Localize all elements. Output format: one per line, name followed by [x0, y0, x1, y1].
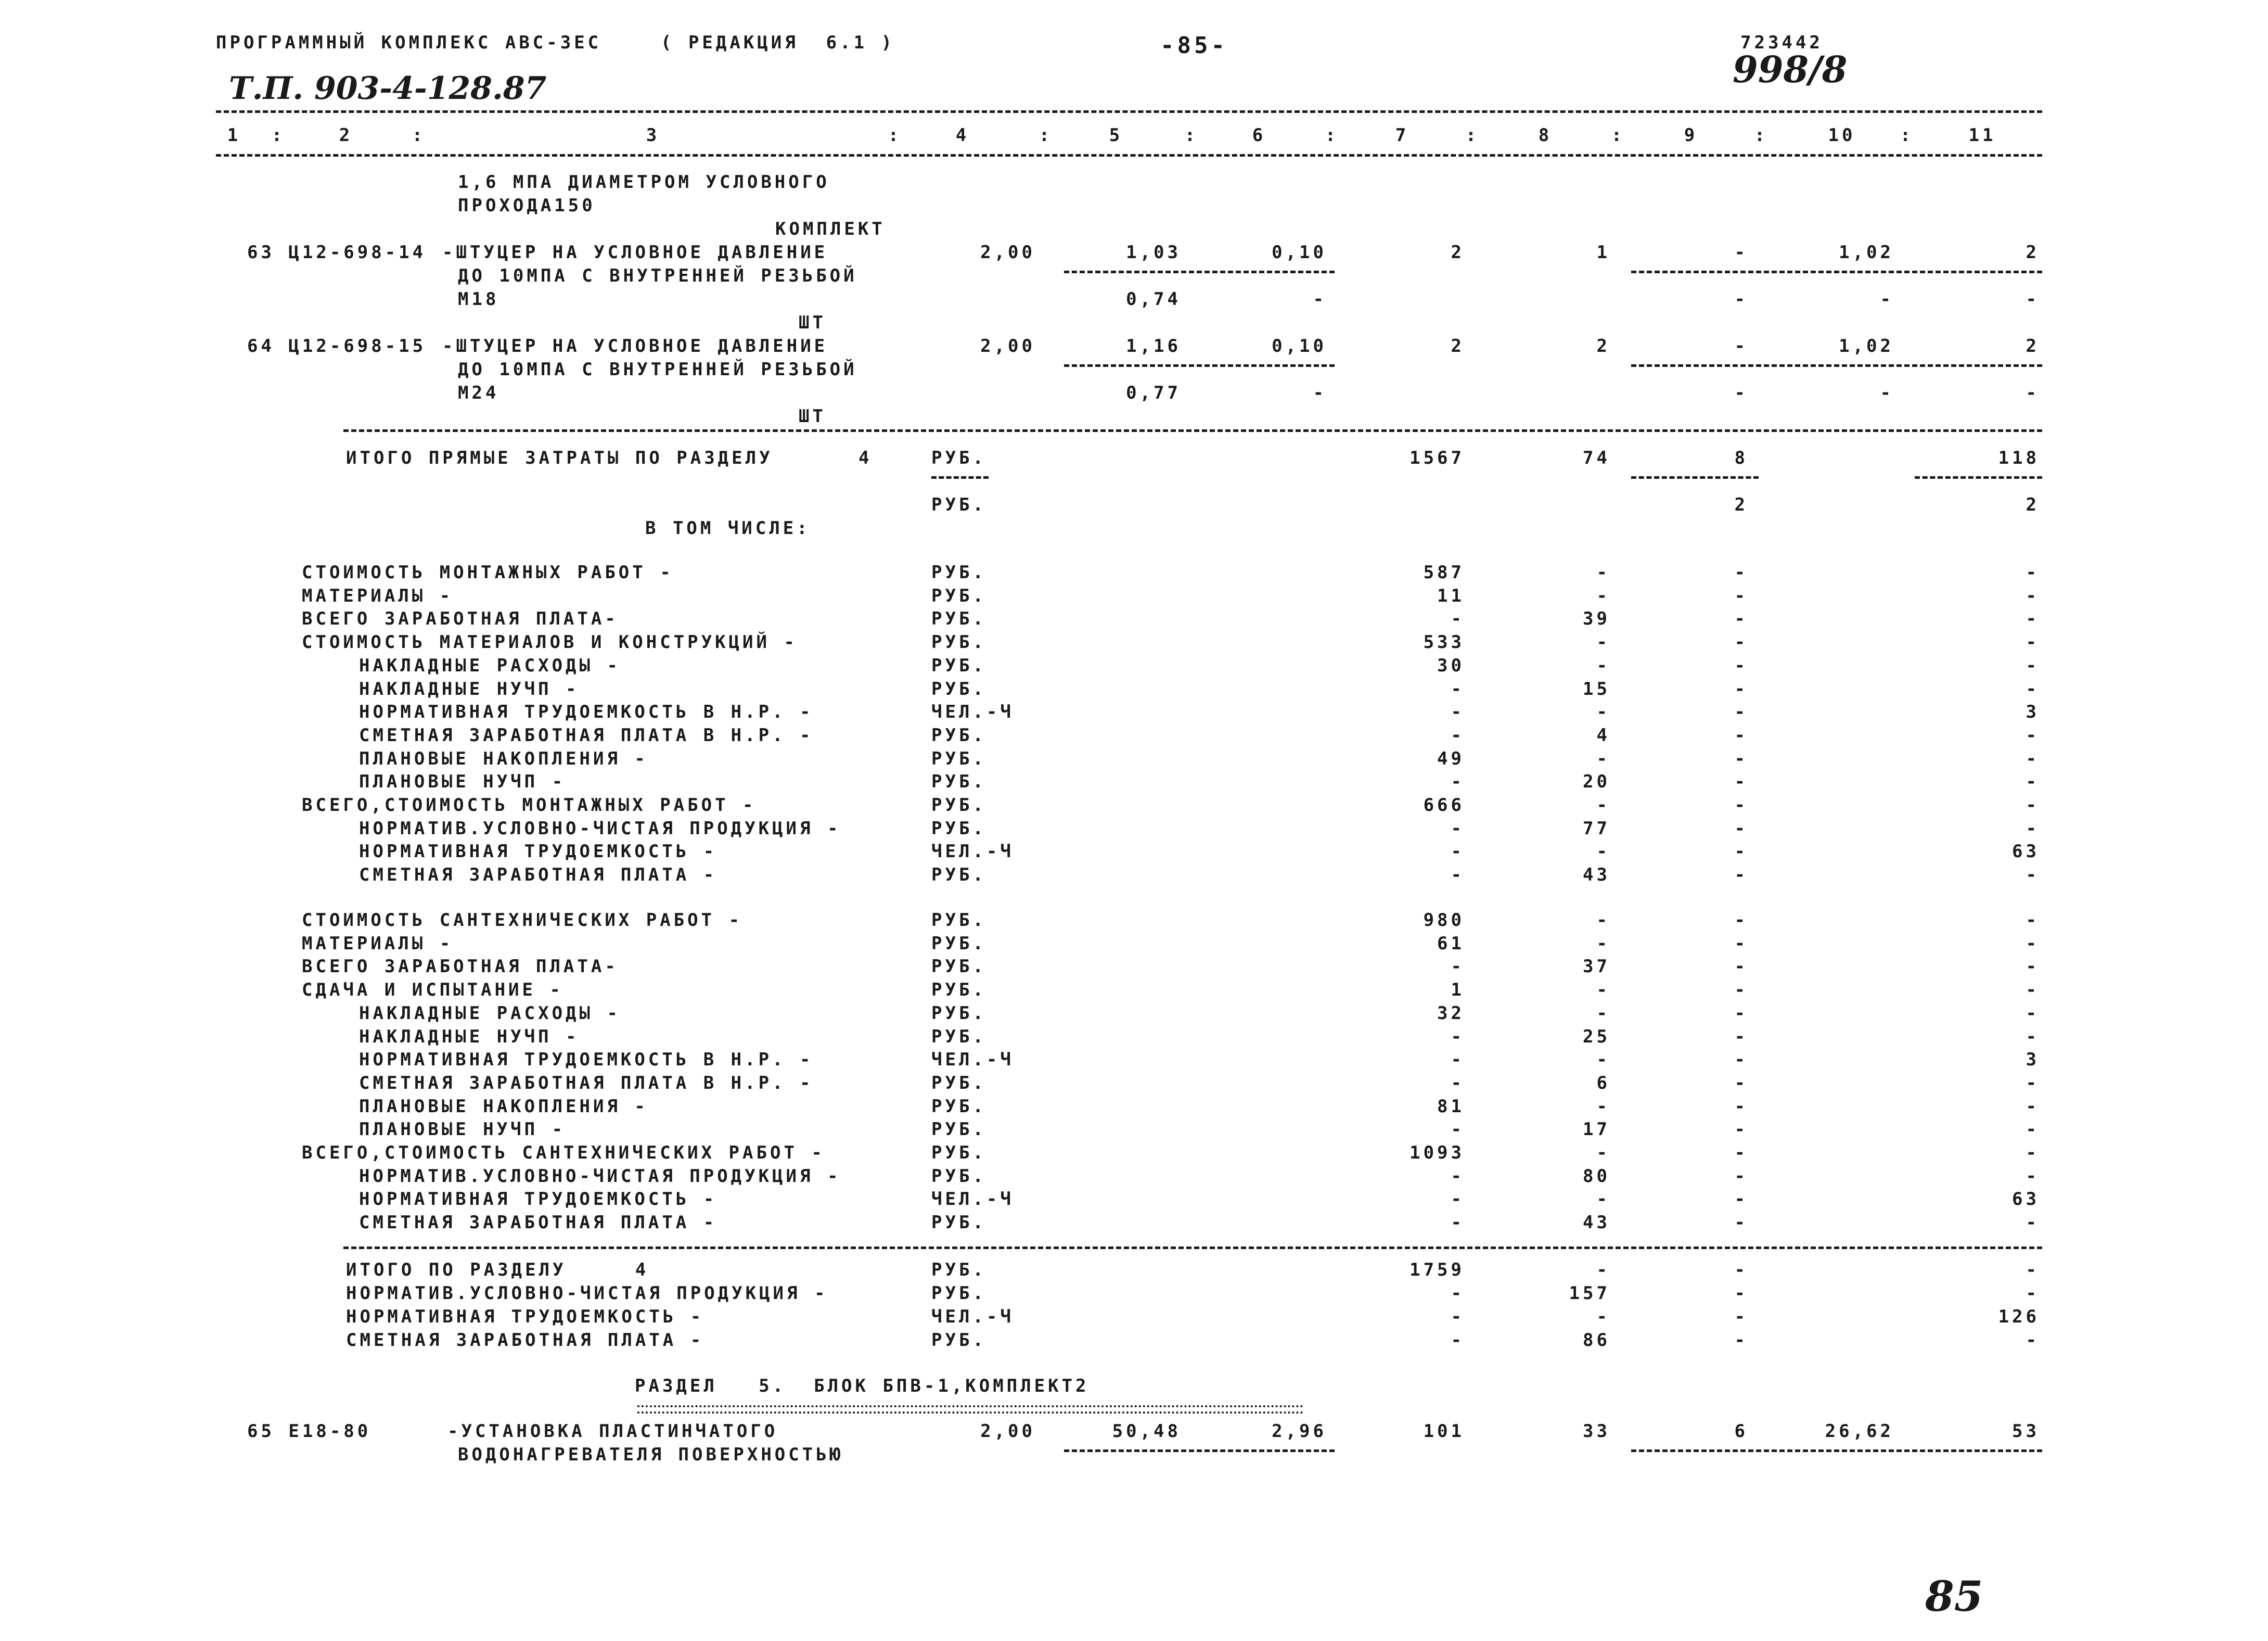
- direct-total-cell-c7: 1567: [1410, 448, 1465, 468]
- column-separator: :: [1754, 125, 1769, 146]
- item-cell-c6b: -: [1313, 289, 1327, 310]
- item-number: 65 Е18-80: [247, 1421, 371, 1442]
- breakdown-unit: РУБ.: [931, 724, 986, 746]
- item-description: М18: [458, 289, 499, 310]
- section-total-cell-c8: 157: [1569, 1283, 1610, 1304]
- item-description: -ШТУЦЕР НА УСЛОВНОЕ ДАВЛЕНИЕ: [442, 242, 828, 263]
- breakdown-unit: РУБ.: [931, 1096, 986, 1117]
- breakdown-cell-c8: -: [1596, 795, 1610, 816]
- breakdown-cell-c8: -: [1596, 655, 1610, 676]
- breakdown-cell-c8: 25: [1583, 1026, 1610, 1047]
- breakdown-label: НОРМАТИВ.УСЛОВНО-ЧИСТАЯ ПРОДУКЦИЯ -: [359, 1165, 841, 1187]
- breakdown-label: МАТЕРИАЛЫ -: [302, 585, 454, 606]
- breakdown-cell-c7: 30: [1437, 655, 1465, 676]
- direct-total-cell-c9: 8: [1734, 448, 1748, 468]
- breakdown-cell-c7: -: [1451, 1165, 1465, 1187]
- including-heading: В ТОМ ЧИСЛЕ:: [645, 518, 811, 539]
- footer-page-number: 85: [1925, 1572, 1983, 1621]
- breakdown-cell-c9: -: [1734, 1212, 1748, 1233]
- breakdown-cell-c7: -: [1451, 956, 1465, 977]
- breakdown-cell-c11: 63: [2012, 1189, 2040, 1210]
- item-cell-c4: 2,00: [980, 336, 1035, 357]
- breakdown-cell-c8: 80: [1583, 1165, 1610, 1187]
- direct-total-cell-c11: 118: [1998, 448, 2040, 468]
- breakdown-cell-c8: 4: [1596, 724, 1610, 746]
- breakdown-cell-c8: -: [1596, 1189, 1610, 1210]
- header-rule-top: [216, 110, 2042, 113]
- breakdown-label: МАТЕРИАЛЫ -: [302, 933, 454, 954]
- header-rule-bottom: [216, 154, 2042, 157]
- breakdown-cell-c9: -: [1734, 1072, 1748, 1093]
- breakdown-cell-c7: -: [1451, 1072, 1465, 1093]
- direct-total-subrule: [1915, 476, 2042, 479]
- breakdown-label: ПЛАНОВЫЕ НАКОПЛЕНИЯ -: [359, 748, 648, 769]
- breakdown-cell-c11: -: [2026, 1002, 2040, 1024]
- breakdown-cell-c9: -: [1734, 1165, 1748, 1187]
- breakdown-cell-c11: -: [2026, 678, 2040, 699]
- column-header-5: 5: [1109, 125, 1123, 146]
- breakdown-label: ПЛАНОВЫЕ НУЧП -: [359, 771, 566, 793]
- item-cell-c7: 101: [1423, 1421, 1465, 1442]
- direct-total-cell-c9b: 2: [1734, 494, 1748, 515]
- breakdown-cell-c9: -: [1734, 1049, 1748, 1071]
- page-mark: -85-: [1160, 32, 1228, 59]
- section-total-cell-c8: -: [1596, 1306, 1610, 1327]
- breakdown-cell-c9: -: [1734, 818, 1748, 839]
- breakdown-cell-c8: -: [1596, 1096, 1610, 1117]
- breakdown-cell-c11: 63: [2012, 841, 2040, 862]
- item-cell-c5b: 0,77: [1126, 383, 1181, 403]
- breakdown-cell-c8: -: [1596, 1142, 1610, 1163]
- breakdown-cell-c8: 37: [1583, 956, 1610, 977]
- breakdown-cell-c8: -: [1596, 562, 1610, 583]
- item-cell-c4: 2,00: [980, 242, 1035, 263]
- breakdown-cell-c11: -: [2026, 818, 2040, 839]
- breakdown-cell-c8: -: [1596, 1049, 1610, 1071]
- breakdown-label: НОРМАТИВНАЯ ТРУДОЕМКОСТЬ В Н.Р. -: [359, 702, 814, 723]
- breakdown-cell-c9: -: [1734, 864, 1748, 886]
- breakdown-cell-c8: 43: [1583, 864, 1610, 886]
- continuation-line2: ПРОХОДА150: [458, 195, 596, 216]
- breakdown-cell-c11: -: [2026, 1165, 2040, 1187]
- breakdown-cell-c9: -: [1734, 1096, 1748, 1117]
- breakdown-label: ПЛАНОВЫЕ НАКОПЛЕНИЯ -: [359, 1096, 648, 1117]
- item-cell-c11b: -: [2026, 383, 2040, 403]
- handwritten-code: 998/8: [1733, 48, 1848, 91]
- section-total-cell-c11: -: [2026, 1260, 2040, 1280]
- breakdown-cell-c7: 980: [1423, 910, 1465, 931]
- column-separator: :: [1465, 125, 1480, 146]
- item-number: 64 Ц12-698-15: [247, 336, 427, 357]
- doc-number: 723442: [1740, 32, 1823, 53]
- breakdown-label: НАКЛАДНЫЕ РАСХОДЫ -: [359, 1002, 621, 1024]
- item-cell-c10b: -: [1880, 383, 1894, 403]
- item-description: ДО 10МПА С ВНУТРЕННЕЙ РЕЗЬБОЙ: [458, 265, 857, 286]
- breakdown-unit: РУБ.: [931, 771, 986, 793]
- breakdown-label: НОРМАТИВНАЯ ТРУДОЕМКОСТЬ -: [359, 1189, 717, 1210]
- item-cell-c5b: 0,74: [1126, 289, 1181, 310]
- breakdown-cell-c7: -: [1451, 841, 1465, 862]
- breakdown-cell-c11: -: [2026, 864, 2040, 886]
- breakdown-label: ВСЕГО ЗАРАБОТНАЯ ПЛАТА-: [302, 608, 619, 630]
- breakdown-unit: РУБ.: [931, 979, 986, 1001]
- item-cell-c8: 33: [1583, 1421, 1610, 1442]
- breakdown-cell-c9: -: [1734, 702, 1748, 723]
- breakdown-unit: РУБ.: [931, 748, 986, 769]
- item-subrule: [1631, 271, 2042, 273]
- direct-total-cell-c11b: 2: [2026, 494, 2040, 515]
- breakdown-label: НОРМАТИВ.УСЛОВНО-ЧИСТАЯ ПРОДУКЦИЯ -: [359, 818, 841, 839]
- unit-subrule: [931, 476, 989, 479]
- breakdown-cell-c11: -: [2026, 655, 2040, 676]
- breakdown-unit: РУБ.: [931, 818, 986, 839]
- breakdown-cell-c7: 533: [1423, 632, 1465, 653]
- breakdown-cell-c8: 20: [1583, 771, 1610, 793]
- breakdown-cell-c11: -: [2026, 608, 2040, 630]
- section-total-cell-c9: -: [1734, 1260, 1748, 1280]
- breakdown-cell-c11: -: [2026, 1142, 2040, 1163]
- breakdown-cell-c8: -: [1596, 1002, 1610, 1024]
- section-total-unit: РУБ.: [931, 1330, 986, 1351]
- breakdown-cell-c11: -: [2026, 1072, 2040, 1093]
- breakdown-cell-c8: 77: [1583, 818, 1610, 839]
- item-cell-c6: 0,10: [1272, 242, 1327, 263]
- section-total-cell-c11: -: [2026, 1330, 2040, 1351]
- breakdown-unit: ЧЕЛ.-Ч: [931, 1049, 1014, 1071]
- direct-total-rule: [343, 429, 2042, 432]
- item-cell-c5: 50,48: [1112, 1421, 1181, 1442]
- column-header-2: 2: [339, 125, 353, 146]
- section-total-cell-c7: 1759: [1410, 1260, 1465, 1280]
- breakdown-unit: РУБ.: [931, 1212, 986, 1233]
- breakdown-cell-c11: -: [2026, 585, 2040, 606]
- section-total-label: НОРМАТИВНАЯ ТРУДОЕМКОСТЬ -: [346, 1306, 704, 1327]
- breakdown-cell-c9: -: [1734, 933, 1748, 954]
- item-cell-c8: 1: [1596, 242, 1610, 263]
- breakdown-cell-c9: -: [1734, 585, 1748, 606]
- breakdown-unit: РУБ.: [931, 608, 986, 630]
- breakdown-cell-c11: -: [2026, 632, 2040, 653]
- breakdown-cell-c7: -: [1451, 1049, 1465, 1071]
- item-cell-c6: 0,10: [1272, 336, 1327, 357]
- breakdown-cell-c8: 43: [1583, 1212, 1610, 1233]
- breakdown-cell-c9: -: [1734, 678, 1748, 699]
- continuation-line1: 1,6 МПА ДИАМЕТРОМ УСЛОВНОГО: [458, 172, 830, 193]
- breakdown-cell-c7: -: [1451, 1189, 1465, 1210]
- breakdown-cell-c9: -: [1734, 1119, 1748, 1140]
- item-cell-c6b: -: [1313, 383, 1327, 403]
- program-name: ПРОГРАММНЫЙ КОМПЛЕКС АВС-ЗЕС: [216, 32, 602, 53]
- direct-total-cell-c8: 74: [1583, 448, 1610, 468]
- section-total-cell-c9: -: [1734, 1283, 1748, 1304]
- breakdown-cell-c11: -: [2026, 795, 2040, 816]
- section-total-cell-c9: -: [1734, 1330, 1748, 1351]
- item-cell-c4: 2,00: [980, 1421, 1035, 1442]
- breakdown-cell-c7: 49: [1437, 748, 1465, 769]
- column-header-3: 3: [646, 125, 660, 146]
- column-separator: :: [1325, 125, 1339, 146]
- section-total-cell-c7: -: [1451, 1330, 1465, 1351]
- breakdown-label: НАКЛАДНЫЕ НУЧП -: [359, 678, 580, 699]
- breakdown-cell-c7: -: [1451, 1119, 1465, 1140]
- item-cell-c5: 1,16: [1126, 336, 1181, 357]
- column-header-1: 1: [227, 125, 241, 146]
- breakdown-unit: РУБ.: [931, 910, 986, 931]
- breakdown-cell-c9: -: [1734, 632, 1748, 653]
- breakdown-cell-c8: -: [1596, 933, 1610, 954]
- breakdown-label: НАКЛАДНЫЕ НУЧП -: [359, 1026, 580, 1047]
- item-cell-c10: 1,02: [1839, 336, 1894, 357]
- item-cell-c10: 26,62: [1825, 1421, 1894, 1442]
- breakdown-unit: РУБ.: [931, 956, 986, 977]
- breakdown-cell-c7: 1093: [1410, 1142, 1465, 1163]
- breakdown-label: СМЕТНАЯ ЗАРАБОТНАЯ ПЛАТА -: [359, 1212, 717, 1233]
- breakdown-unit: РУБ.: [931, 655, 986, 676]
- item-cell-c11: 53: [2012, 1421, 2040, 1442]
- item-unit: ШТ: [799, 312, 826, 333]
- breakdown-cell-c8: -: [1596, 979, 1610, 1001]
- breakdown-label: НАКЛАДНЫЕ РАСХОДЫ -: [359, 655, 621, 676]
- breakdown-label: СМЕТНАЯ ЗАРАБОТНАЯ ПЛАТА В Н.Р. -: [359, 1072, 814, 1093]
- breakdown-cell-c11: -: [2026, 724, 2040, 746]
- breakdown-cell-c8: 17: [1583, 1119, 1610, 1140]
- column-header-4: 4: [955, 125, 970, 146]
- item-cell-c9b: -: [1734, 383, 1748, 403]
- breakdown-unit: РУБ.: [931, 1072, 986, 1093]
- item-cell-c8: 2: [1596, 336, 1610, 357]
- breakdown-cell-c7: -: [1451, 1212, 1465, 1233]
- item-subrule: [1064, 1449, 1335, 1452]
- breakdown-cell-c7: -: [1451, 818, 1465, 839]
- direct-total-subrule: [1631, 476, 1759, 479]
- breakdown-cell-c9: -: [1734, 979, 1748, 1001]
- direct-total-label: ИТОГО ПРЯМЫЕ ЗАТРАТЫ ПО РАЗДЕЛУ: [346, 448, 773, 468]
- breakdown-label: СТОИМОСТЬ МАТЕРИАЛОВ И КОНСТРУКЦИЙ -: [302, 632, 798, 653]
- item-cell-c5: 1,03: [1126, 242, 1181, 263]
- column-separator: :: [412, 125, 426, 146]
- breakdown-cell-c9: -: [1734, 608, 1748, 630]
- breakdown-cell-c9: -: [1734, 771, 1748, 793]
- breakdown-cell-c7: 666: [1423, 795, 1465, 816]
- column-header-7: 7: [1395, 125, 1410, 146]
- column-separator: :: [1900, 125, 1914, 146]
- item-cell-c10: 1,02: [1839, 242, 1894, 263]
- breakdown-unit: ЧЕЛ.-Ч: [931, 1189, 1014, 1210]
- direct-total-unit: РУБ.: [931, 448, 986, 468]
- breakdown-cell-c9: -: [1734, 1189, 1748, 1210]
- breakdown-cell-c11: -: [2026, 771, 2040, 793]
- section-total-cell-c9: -: [1734, 1306, 1748, 1327]
- column-separator: :: [271, 125, 286, 146]
- breakdown-cell-c9: -: [1734, 841, 1748, 862]
- column-header-11: 11: [1968, 125, 1996, 146]
- breakdown-cell-c11: 3: [2026, 702, 2040, 723]
- column-header-8: 8: [1538, 125, 1553, 146]
- breakdown-unit: РУБ.: [931, 1026, 986, 1047]
- breakdown-unit: РУБ.: [931, 1142, 986, 1163]
- breakdown-cell-c9: -: [1734, 724, 1748, 746]
- breakdown-cell-c7: 81: [1437, 1096, 1465, 1117]
- breakdown-cell-c8: 6: [1596, 1072, 1610, 1093]
- breakdown-cell-c11: -: [2026, 562, 2040, 583]
- item-description: М24: [458, 383, 499, 403]
- breakdown-label: ВСЕГО,СТОИМОСТЬ САНТЕХНИЧЕСКИХ РАБОТ -: [302, 1142, 825, 1163]
- breakdown-cell-c7: -: [1451, 771, 1465, 793]
- breakdown-label: СТОИМОСТЬ САНТЕХНИЧЕСКИХ РАБОТ -: [302, 910, 743, 931]
- item-cell-c10b: -: [1880, 289, 1894, 310]
- breakdown-unit: РУБ.: [931, 678, 986, 699]
- breakdown-cell-c11: -: [2026, 1026, 2040, 1047]
- breakdown-cell-c9: -: [1734, 1142, 1748, 1163]
- section-total-unit: РУБ.: [931, 1260, 986, 1280]
- breakdown-label: ВСЕГО,СТОИМОСТЬ МОНТАЖНЫХ РАБОТ -: [302, 795, 757, 816]
- breakdown-label: СМЕТНАЯ ЗАРАБОТНАЯ ПЛАТА -: [359, 864, 717, 886]
- item-cell-c9: 6: [1734, 1421, 1748, 1442]
- item-unit: ШТ: [799, 406, 826, 427]
- breakdown-cell-c8: 15: [1583, 678, 1610, 699]
- section-total-cell-c8: 86: [1583, 1330, 1610, 1351]
- item-description: -УСТАНОВКА ПЛАСТИНЧАТОГО: [447, 1421, 778, 1442]
- breakdown-cell-c7: 1: [1451, 979, 1465, 1001]
- column-separator: :: [1611, 125, 1625, 146]
- section-total-cell-c8: -: [1596, 1260, 1610, 1280]
- item-cell-c11: 2: [2026, 242, 2040, 263]
- breakdown-unit: РУБ.: [931, 795, 986, 816]
- item-cell-c7: 2: [1451, 242, 1465, 263]
- breakdown-cell-c7: -: [1451, 608, 1465, 630]
- breakdown-cell-c9: -: [1734, 655, 1748, 676]
- column-header-10: 10: [1828, 125, 1856, 146]
- column-separator: :: [1184, 125, 1199, 146]
- section-total-label: ИТОГО ПО РАЗДЕЛУ 4: [346, 1260, 649, 1280]
- breakdown-cell-c8: -: [1596, 702, 1610, 723]
- breakdown-label: ВСЕГО ЗАРАБОТНАЯ ПЛАТА-: [302, 956, 619, 977]
- breakdown-cell-c7: -: [1451, 724, 1465, 746]
- breakdown-cell-c11: -: [2026, 1119, 2040, 1140]
- item-subrule: [1631, 1449, 2042, 1452]
- item-cell-c11: 2: [2026, 336, 2040, 357]
- breakdown-cell-c9: -: [1734, 956, 1748, 977]
- section-total-label: СМЕТНАЯ ЗАРАБОТНАЯ ПЛАТА -: [346, 1330, 704, 1351]
- section5-title: РАЗДЕЛ 5. БЛОК БПВ-1,КОМПЛЕКТ2: [635, 1376, 1090, 1396]
- breakdown-cell-c7: -: [1451, 864, 1465, 886]
- breakdown-unit: РУБ.: [931, 585, 986, 606]
- breakdown-cell-c9: -: [1734, 1002, 1748, 1024]
- item-cell-c9: -: [1734, 336, 1748, 357]
- continuation-unit: КОМПЛЕКТ: [775, 219, 886, 239]
- column-header-9: 9: [1684, 125, 1698, 146]
- breakdown-cell-c11: -: [2026, 1212, 2040, 1233]
- breakdown-label: ПЛАНОВЫЕ НУЧП -: [359, 1119, 566, 1140]
- breakdown-cell-c8: -: [1596, 841, 1610, 862]
- column-separator: :: [1039, 125, 1053, 146]
- section-total-cell-c11: -: [2026, 1283, 2040, 1304]
- item-cell-c6: 2,96: [1272, 1421, 1327, 1442]
- item-cell-c9b: -: [1734, 289, 1748, 310]
- breakdown-label: СТОИМОСТЬ МОНТАЖНЫХ РАБОТ -: [302, 562, 674, 583]
- breakdown-cell-c7: 61: [1437, 933, 1465, 954]
- section-total-cell-c7: -: [1451, 1306, 1465, 1327]
- item-subrule: [1064, 271, 1335, 273]
- breakdown-cell-c9: -: [1734, 562, 1748, 583]
- section5-underline: [637, 1405, 1303, 1407]
- breakdown-cell-c9: -: [1734, 910, 1748, 931]
- breakdown-cell-c9: -: [1734, 795, 1748, 816]
- breakdown-unit: РУБ.: [931, 632, 986, 653]
- item-cell-c7: 2: [1451, 336, 1465, 357]
- breakdown-cell-c9: -: [1734, 748, 1748, 769]
- section-total-unit: РУБ.: [931, 1283, 986, 1304]
- breakdown-label: СМЕТНАЯ ЗАРАБОТНАЯ ПЛАТА В Н.Р. -: [359, 724, 814, 746]
- breakdown-cell-c8: -: [1596, 585, 1610, 606]
- item-description: ВОДОНАГРЕВАТЕЛЯ ПОВЕРХНОСТЬЮ: [458, 1444, 844, 1465]
- section-total-unit: ЧЕЛ.-Ч: [931, 1306, 1014, 1327]
- section5-underline-2: [637, 1411, 1303, 1414]
- item-cell-c11b: -: [2026, 289, 2040, 310]
- breakdown-label: НОРМАТИВНАЯ ТРУДОЕМКОСТЬ В Н.Р. -: [359, 1049, 814, 1071]
- breakdown-unit: РУБ.: [931, 864, 986, 886]
- column-separator: :: [888, 125, 902, 146]
- breakdown-cell-c8: -: [1596, 910, 1610, 931]
- breakdown-cell-c11: -: [2026, 933, 2040, 954]
- item-subrule: [1064, 364, 1335, 367]
- column-header-6: 6: [1252, 125, 1266, 146]
- breakdown-cell-c11: -: [2026, 979, 2040, 1001]
- breakdown-cell-c11: -: [2026, 748, 2040, 769]
- breakdown-cell-c7: 587: [1423, 562, 1465, 583]
- breakdown-cell-c7: -: [1451, 702, 1465, 723]
- handwritten-project: Т.П. 903-4-128.87: [229, 70, 547, 107]
- breakdown-cell-c8: 39: [1583, 608, 1610, 630]
- breakdown-cell-c7: -: [1451, 678, 1465, 699]
- item-subrule: [1631, 364, 2042, 367]
- breakdown-cell-c7: 32: [1437, 1002, 1465, 1024]
- breakdown-unit: РУБ.: [931, 1165, 986, 1187]
- breakdown-cell-c9: -: [1734, 1026, 1748, 1047]
- breakdown-cell-c11: 3: [2026, 1049, 2040, 1071]
- section-total-label: НОРМАТИВ.УСЛОВНО-ЧИСТАЯ ПРОДУКЦИЯ -: [346, 1283, 828, 1304]
- direct-total-section: 4: [858, 448, 873, 468]
- section-total-cell-c11: 126: [1998, 1306, 2040, 1327]
- item-cell-c9: -: [1734, 242, 1748, 263]
- item-description: -ШТУЦЕР НА УСЛОВНОЕ ДАВЛЕНИЕ: [442, 336, 828, 357]
- item-number: 63 Ц12-698-14: [247, 242, 427, 263]
- breakdown-unit: ЧЕЛ.-Ч: [931, 702, 1014, 723]
- section-total-cell-c7: -: [1451, 1283, 1465, 1304]
- breakdown-cell-c8: -: [1596, 748, 1610, 769]
- breakdown-unit: ЧЕЛ.-Ч: [931, 841, 1014, 862]
- breakdown-cell-c11: -: [2026, 1096, 2040, 1117]
- direct-total-unit: РУБ.: [931, 494, 986, 515]
- breakdown-unit: РУБ.: [931, 562, 986, 583]
- breakdown-cell-c8: -: [1596, 632, 1610, 653]
- breakdown-label: СДАЧА И ИСПЫТАНИЕ -: [302, 979, 563, 1001]
- breakdown-label: НОРМАТИВНАЯ ТРУДОЕМКОСТЬ -: [359, 841, 717, 862]
- breakdown-cell-c7: -: [1451, 1026, 1465, 1047]
- breakdown-cell-c7: 11: [1437, 585, 1465, 606]
- edition: ( РЕДАКЦИЯ 6.1 ): [661, 32, 895, 53]
- breakdown-unit: РУБ.: [931, 933, 986, 954]
- breakdown-unit: РУБ.: [931, 1119, 986, 1140]
- section-total-rule: [343, 1246, 2042, 1249]
- item-description: ДО 10МПА С ВНУТРЕННЕЙ РЕЗЬБОЙ: [458, 359, 857, 380]
- breakdown-cell-c11: -: [2026, 910, 2040, 931]
- breakdown-cell-c11: -: [2026, 956, 2040, 977]
- breakdown-unit: РУБ.: [931, 1002, 986, 1024]
